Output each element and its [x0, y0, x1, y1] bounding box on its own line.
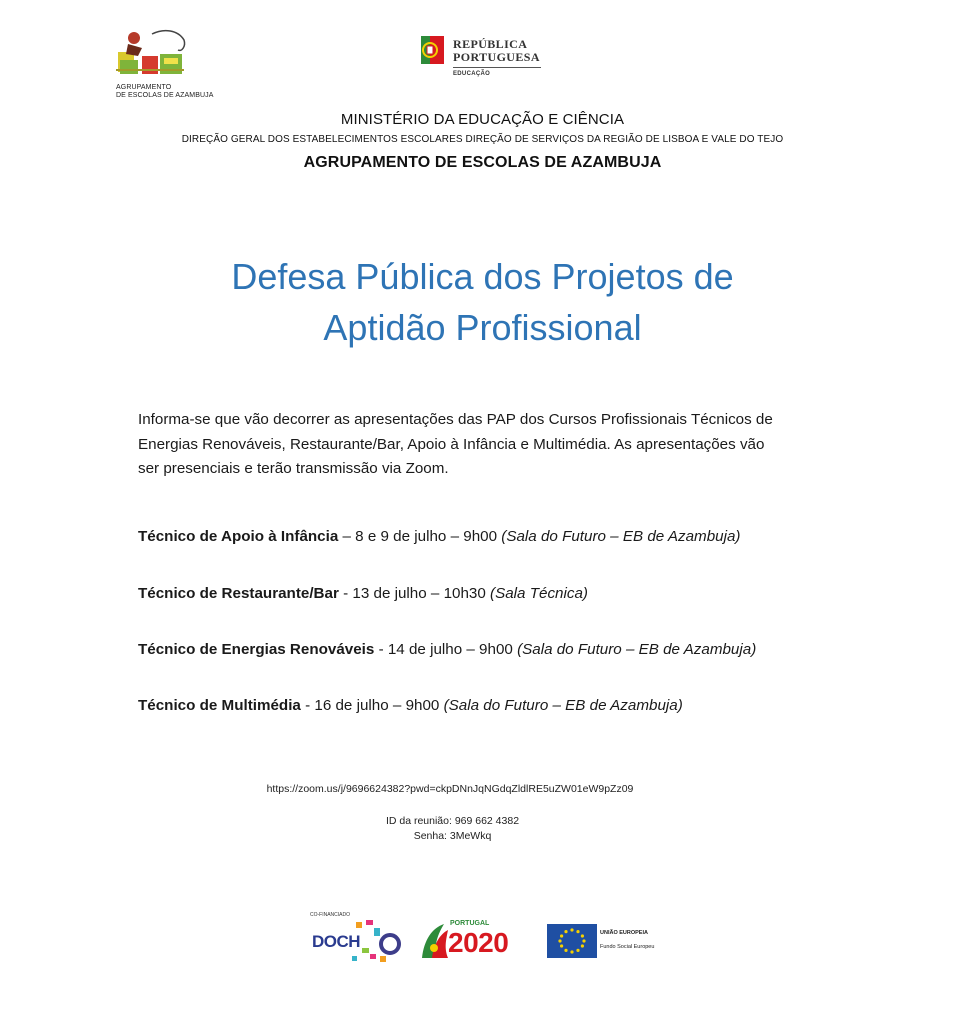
schedule-course: Técnico de Energias Renováveis [138, 641, 375, 658]
schedule-item [138, 585, 588, 602]
schedule-item [138, 641, 756, 658]
direcao-heading: DIREÇÃO GERAL DOS ESTABELECIMENTOS ESCOLARES DIREÇÃO DE SERVIÇOS DA REGIÃO DE LISBOA E VALE DO TEJO [181, 134, 784, 145]
intro-paragraph [138, 408, 828, 482]
schedule-location: (Sala do Futuro – EB de Azambuja) [443, 697, 683, 714]
meeting-info [0, 814, 905, 844]
republic-line1: REPÚBLICA [453, 37, 528, 51]
schedule-item [138, 697, 683, 714]
schedule-location: (Sala do Futuro – EB de Azambuja) [517, 641, 757, 658]
meeting-password: Senha: 3MeWkq [413, 830, 492, 842]
eu-logo [547, 924, 657, 958]
zoom-link[interactable]: https://zoom.us/j/9696624382?pwd=ckpDNnJqNGdqZldlRE5uZW01eW9pZz09 [266, 783, 634, 795]
portugal-2020-icon [418, 922, 450, 960]
intro-line3: ser presenciais e terão transmissão via Zoom. [138, 460, 449, 477]
school-logo-text [116, 84, 214, 100]
portugal-flag-icon [418, 34, 448, 68]
eu-label: UNIÃO EUROPEIA [600, 930, 648, 936]
page-title [0, 251, 965, 353]
schedule-details: – 8 e 9 de julho – 9h00 [338, 528, 502, 545]
meeting-id: ID da reunião: 969 662 4382 [385, 815, 520, 827]
school-crest-icon [112, 22, 192, 84]
doch-small-text: CO-FINANCIADO [310, 912, 350, 918]
eu-flag-icon [547, 924, 597, 958]
republic-line2: PORTUGUESA [453, 50, 540, 64]
p2020-label: 2020 [448, 927, 509, 958]
ministry-heading: MINISTÉRIO DA EDUCAÇÃO E CIÊNCIA [340, 111, 625, 128]
schedule-course: Técnico de Apoio à Infância [138, 528, 339, 545]
schedule-course: Técnico de Restaurante/Bar [138, 585, 339, 602]
title-line1: Defesa Pública dos Projetos de [231, 256, 734, 297]
portugal-label: PORTUGAL [450, 920, 490, 927]
schedule-item [138, 528, 740, 545]
republic-sub: EDUCAÇÃO [453, 71, 491, 77]
schedule-details: - 16 de julho – 9h00 [300, 697, 444, 714]
title-line2: Aptidão Profissional [323, 307, 642, 348]
portugal-2020-logo [418, 920, 530, 962]
school-logo [112, 22, 222, 106]
agrupamento-heading: AGRUPAMENTO DE ESCOLAS DE AZAMBUJA [303, 154, 662, 171]
school-logo-line2: DE ESCOLAS DE AZAMBUJA [116, 92, 214, 99]
schedule-course: Técnico de Multimédia [138, 697, 301, 714]
republica-portuguesa-logo [418, 34, 558, 84]
school-logo-line1: AGRUPAMENTO [116, 84, 172, 91]
eu-fund-label: Fundo Social Europeu [600, 944, 655, 950]
republic-divider [453, 67, 541, 68]
poch-logo [310, 912, 404, 968]
intro-line1: Informa-se que vão decorrer as apresentações das PAP dos Cursos Profissionais Técnicos de [138, 411, 773, 428]
schedule-details: - 13 de julho – 10h30 [338, 585, 491, 602]
schedule-location: (Sala Técnica) [490, 585, 588, 602]
schedule-location: (Sala do Futuro – EB de Azambuja) [501, 528, 741, 545]
intro-line2: Energias Renováveis, Restaurante/Bar, Apoio à Infância e Multimédia. As apresentações vão [138, 435, 765, 453]
schedule-details: - 14 de julho – 9h00 [374, 641, 518, 658]
doch-label: DOCH [312, 932, 361, 951]
